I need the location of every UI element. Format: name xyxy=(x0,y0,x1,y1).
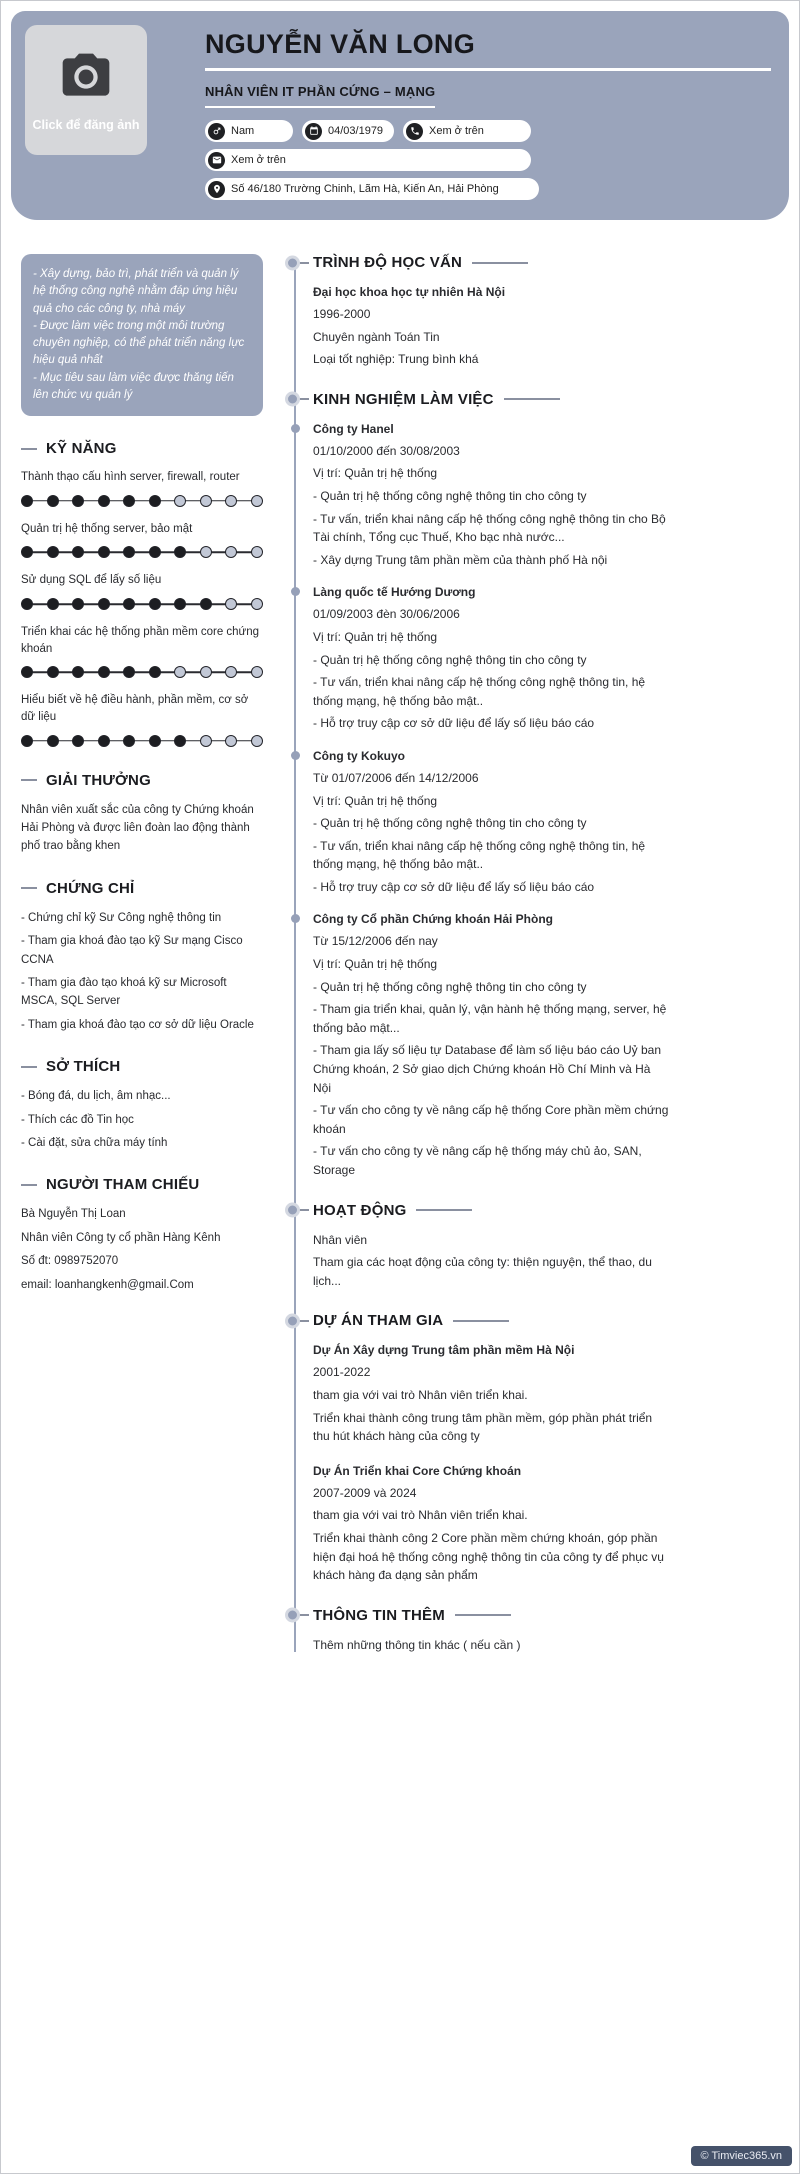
hobby-item: - Bóng đá, du lịch, âm nhạc... xyxy=(21,1090,171,1103)
skill-dot xyxy=(149,546,161,558)
skill-dot xyxy=(200,495,212,507)
project-role: tham gia với vai trò Nhân viên triển khai. xyxy=(313,1508,528,1523)
project-name: Dự Án Xây dựng Trung tâm phần mềm Hà Nội xyxy=(313,1343,575,1358)
activity-line: Tham gia các hoạt động của công ty: thiện nguyện, thể thao, du lịch... xyxy=(313,1255,652,1288)
reference-line: Nhân viên Công ty cổ phần Hàng Kênh xyxy=(21,1231,221,1244)
skill-dot xyxy=(225,598,237,610)
address-field xyxy=(205,178,539,200)
timeline-circle xyxy=(285,1608,300,1623)
watermark-link[interactable]: © Timviec365.vn xyxy=(691,2146,792,2166)
company-name: Công ty Hanel xyxy=(313,421,394,436)
left-column xyxy=(21,254,263,1299)
skill-dot xyxy=(251,666,263,678)
skill-dot xyxy=(200,598,212,610)
section-experience xyxy=(313,391,669,1180)
project-role: tham gia với vai trò Nhân viên triển khai. xyxy=(313,1387,528,1402)
job-entry xyxy=(313,910,669,1179)
objective-line: - Mục tiêu sau làm việc được thăng tiến lên chức vụ quản lý xyxy=(33,371,234,401)
objective-line: - Xây dựng, bảo trì, phát triển và quản lý hệ thống công nghệ nhằm đáp ứng hiệu quả cho các công ty, nhà máy xyxy=(33,268,239,315)
photo-upload-area[interactable] xyxy=(25,25,147,155)
section-heading-text: KINH NGHIỆM LÀM VIỆC xyxy=(313,390,494,408)
job-period: Từ 01/07/2006 đến 14/12/2006 xyxy=(313,770,479,785)
job-period: Từ 15/12/2006 đến nay xyxy=(313,934,438,949)
skill-dot xyxy=(225,546,237,558)
skill-rating xyxy=(21,494,263,508)
job-bullet: - Tư vấn cho công ty về nâng cấp hệ thống máy chủ ảo, SAN, Storage xyxy=(313,1144,642,1177)
skill-label: Quản trị hệ thống server, bảo mật xyxy=(21,522,193,535)
skill-dot xyxy=(123,546,135,558)
timeline-bullet xyxy=(291,751,300,760)
project-entry xyxy=(313,1462,669,1585)
certificate-item: - Tham gia khoá đào tạo cơ sở dữ liệu Oracle xyxy=(21,1018,254,1031)
skill-item xyxy=(21,521,263,560)
skill-item xyxy=(21,469,263,508)
timeline-circle xyxy=(285,255,300,270)
job-bullet: - Hỗ trợ truy cập cơ sở dữ liệu để lấy số liệu báo cáo xyxy=(313,879,595,894)
timeline-circle xyxy=(285,1203,300,1218)
skill-dot xyxy=(21,666,33,678)
skill-dot xyxy=(98,598,110,610)
section-heading-skills: KỸ NĂNG xyxy=(21,440,263,457)
section-heading-text: DỰ ÁN THAM GIA xyxy=(313,1312,444,1330)
phone-field xyxy=(403,120,531,142)
section-heading-text: THÔNG TIN THÊM xyxy=(313,1606,445,1624)
candidate-name: NGUYỄN VĂN LONG xyxy=(205,29,476,59)
skill-item xyxy=(21,572,263,611)
camera-icon xyxy=(58,49,114,110)
skill-dot xyxy=(47,546,59,558)
cv-body xyxy=(1,220,799,1676)
skill-dot xyxy=(72,666,84,678)
education-period: 1996-2000 xyxy=(313,307,371,321)
job-bullet: - Tư vấn, triển khai nâng cấp hệ thống công nghệ thông tin, hệ thống mạng, hệ thống bảo mật.. xyxy=(313,675,646,708)
skill-dot xyxy=(149,598,161,610)
skill-dot xyxy=(47,598,59,610)
job-bullet: - Tư vấn cho công ty về nâng cấp hệ thống Core phần mềm chứng khoán xyxy=(313,1103,669,1136)
email-value: Xem ở trên xyxy=(231,154,286,166)
skill-dot xyxy=(47,666,59,678)
skill-dot xyxy=(225,735,237,747)
job-bullet: - Xây dựng Trung tâm phần mềm của thành phố Hà nội xyxy=(313,552,608,567)
contact-row xyxy=(205,149,771,171)
timeline-circle xyxy=(285,392,300,407)
skill-label: Sử dụng SQL để lấy số liệu xyxy=(21,574,162,587)
skill-dot xyxy=(21,598,33,610)
gender-field xyxy=(205,120,293,142)
section-heading-experience xyxy=(313,391,669,408)
skill-dot xyxy=(21,495,33,507)
skill-dot xyxy=(98,666,110,678)
right-column xyxy=(287,254,669,1676)
job-position: Vị trí: Quản trị hệ thống xyxy=(313,466,438,481)
career-objective-box xyxy=(21,254,263,416)
skill-dot xyxy=(72,495,84,507)
school-name: Đại học khoa học tự nhiên Hà Nội xyxy=(313,285,506,299)
skill-dot xyxy=(200,546,212,558)
email-field xyxy=(205,149,531,171)
birthdate-value: 04/03/1979 xyxy=(328,125,384,137)
extra-info-text: Thêm những thông tin khác ( nếu cần ) xyxy=(313,1637,521,1652)
male-icon xyxy=(208,123,225,140)
skill-dot xyxy=(98,495,110,507)
phone-icon xyxy=(406,123,423,140)
timeline-bullet xyxy=(291,587,300,596)
section-extra-info xyxy=(313,1607,669,1655)
education-grade: Loại tốt nghiệp: Trung bình khá xyxy=(313,352,479,367)
name-underline xyxy=(205,68,771,71)
timeline-bullet xyxy=(291,914,300,923)
project-period: 2007-2009 và 2024 xyxy=(313,1485,417,1500)
job-bullet: - Tham gia triển khai, quản lý, vận hành hệ thống mạng, server, hệ thống bảo mật... xyxy=(313,1002,667,1035)
skill-item xyxy=(21,624,263,679)
job-entry xyxy=(313,747,669,897)
skill-item xyxy=(21,692,263,747)
skill-dot xyxy=(21,546,33,558)
timeline-line xyxy=(294,264,296,1652)
hobby-item: - Thích các đồ Tin học xyxy=(21,1113,134,1126)
location-pin-icon xyxy=(208,181,225,198)
job-position: Vị trí: Quản trị hệ thống xyxy=(313,793,438,808)
job-entry xyxy=(313,583,669,733)
skill-label: Thành thạo cấu hình server, firewall, router xyxy=(21,471,240,483)
certificate-item: - Chứng chỉ kỹ Sư Công nghệ thông tin xyxy=(21,911,222,924)
section-heading-extra-info xyxy=(313,1607,669,1624)
birthdate-field xyxy=(302,120,394,142)
section-heading-projects xyxy=(313,1312,669,1329)
job-bullet: - Quản trị hệ thống công nghệ thông tin cho công ty xyxy=(313,979,587,994)
job-position: Vị trí: Quản trị hệ thống xyxy=(313,629,438,644)
skill-dot xyxy=(200,666,212,678)
skill-dot xyxy=(98,735,110,747)
skill-dot xyxy=(123,495,135,507)
job-bullet: - Tư vấn, triển khai nâng cấp hệ thống công nghệ thông tin cho Bộ Tài chính, Tổng cục Thuế, Kho bạc nhà nước... xyxy=(313,511,666,545)
job-bullet: - Quản trị hệ thống công nghệ thông tin cho công ty xyxy=(313,816,587,831)
skill-rating xyxy=(21,545,263,559)
contact-row xyxy=(205,120,771,142)
skill-dot xyxy=(72,598,84,610)
company-name: Công ty Cổ phần Chứng khoán Hải Phòng xyxy=(313,912,554,927)
job-period: 01/10/2000 đến 30/08/2003 xyxy=(313,443,460,458)
skill-dot xyxy=(251,546,263,558)
skill-dot xyxy=(200,735,212,747)
objective-line: - Được làm việc trong một môi trường chuyên nghiệp, có thể phát triển năng lực hiệu quả nhất xyxy=(33,319,245,367)
skill-dot xyxy=(174,598,186,610)
contact-fields xyxy=(205,120,771,200)
skill-dot xyxy=(72,546,84,558)
skill-dot xyxy=(225,666,237,678)
skill-dot xyxy=(98,546,110,558)
skill-dot xyxy=(225,495,237,507)
skill-dot xyxy=(149,495,161,507)
skill-dot xyxy=(174,495,186,507)
certificate-item: - Tham gia đào tạo khoá kỹ sư Microsoft MSCA, SQL Server xyxy=(21,977,227,1008)
photo-upload-label: Click để đăng ảnh xyxy=(32,117,140,132)
skill-rating xyxy=(21,665,263,679)
section-heading-certificates: CHỨNG CHỈ xyxy=(21,880,263,897)
skill-dot xyxy=(123,598,135,610)
reference-line: email: loanhangkenh@gmail.Com xyxy=(21,1278,194,1291)
job-bullet: - Quản trị hệ thống công nghệ thông tin cho công ty xyxy=(313,488,587,503)
mail-icon xyxy=(208,152,225,169)
skill-dot xyxy=(123,735,135,747)
project-entry xyxy=(313,1341,669,1445)
skill-dot xyxy=(149,735,161,747)
section-heading-text: TRÌNH ĐỘ HỌC VẤN xyxy=(313,254,463,271)
reference-line: Bà Nguyễn Thị Loan xyxy=(21,1208,126,1221)
timeline-circle xyxy=(285,1313,300,1328)
education-major: Chuyên ngành Toán Tin xyxy=(313,329,440,344)
section-heading-reference: NGƯỜI THAM CHIẾU xyxy=(21,1176,263,1193)
skill-dot xyxy=(251,495,263,507)
header-main xyxy=(147,25,771,200)
skill-dot xyxy=(174,666,186,678)
skill-rating xyxy=(21,597,263,611)
skill-dot xyxy=(174,735,186,747)
skill-dot xyxy=(72,735,84,747)
calendar-icon xyxy=(305,123,322,140)
job-title: NHÂN VIÊN IT PHẦN CỨNG – MẠNG xyxy=(205,84,435,108)
activity-line: Nhân viên xyxy=(313,1232,368,1247)
project-result: Triển khai thành công trung tâm phần mềm, góp phần phát triển thu hút khách hàng của công ty xyxy=(313,1410,653,1444)
skill-dot xyxy=(251,598,263,610)
section-education xyxy=(313,254,669,369)
skill-dot xyxy=(47,495,59,507)
section-heading-hobbies: SỞ THÍCH xyxy=(21,1058,263,1075)
job-entry xyxy=(313,420,669,570)
section-activities xyxy=(313,1202,669,1291)
company-name: Làng quốc tế Hướng Dương xyxy=(313,585,476,600)
award-text: Nhân viên xuất sắc của công ty Chứng khoán Hải Phòng và được liên đoàn lao động thành phố trao bằng khen xyxy=(21,803,254,853)
project-name: Dự Án Triển khai Core Chứng khoán xyxy=(313,1463,522,1478)
section-heading-text: HOẠT ĐỘNG xyxy=(313,1201,407,1219)
skill-dot xyxy=(123,666,135,678)
address-value: Số 46/180 Trường Chinh, Lãm Hà, Kiến An, Hải Phòng xyxy=(231,183,499,195)
phone-value: Xem ở trên xyxy=(429,125,484,137)
project-result: Triển khai thành công 2 Core phần mềm chứng khoán, góp phần hiện đại hoá hệ thống công nghệ thông tin của công ty để phục vụ khách hàng đa dạng sản phẩm xyxy=(313,1530,664,1583)
hobby-item: - Cài đặt, sửa chữa máy tính xyxy=(21,1137,168,1149)
skills-list xyxy=(21,469,263,748)
certificate-item: - Tham gia khoá đào tạo kỹ Sư mạng Cisco CCNA xyxy=(21,935,243,966)
job-bullet: - Hỗ trợ truy cập cơ sở dữ liệu để lấy số liệu báo cáo xyxy=(313,716,595,731)
skill-label: Hiểu biết về hệ điều hành, phần mềm, cơ sở dữ liệu xyxy=(21,694,249,724)
job-period: 01/09/2003 đèn 30/06/2006 xyxy=(313,607,460,622)
job-position: Vị trí: Quản trị hệ thống xyxy=(313,957,438,972)
skill-dot xyxy=(21,735,33,747)
job-bullet: - Quản trị hệ thống công nghệ thông tin cho công ty xyxy=(313,652,587,667)
reference-line: Số đt: 0989752070 xyxy=(21,1255,119,1268)
skill-rating xyxy=(21,734,263,748)
gender-value: Nam xyxy=(231,125,255,137)
section-heading-activities xyxy=(313,1202,669,1219)
job-bullet: - Tư vấn, triển khai nâng cấp hệ thống công nghệ thông tin, hệ thống mạng, hệ thống bảo mật.. xyxy=(313,838,646,872)
skill-label: Triển khai các hệ thống phần mềm core chứng khoán xyxy=(21,626,260,655)
section-heading-awards: GIẢI THƯỞNG xyxy=(21,772,263,789)
skill-dot xyxy=(251,735,263,747)
skill-dot xyxy=(149,666,161,678)
timeline-bullet xyxy=(291,424,300,433)
skill-dot xyxy=(47,735,59,747)
job-bullet: - Tham gia lấy số liệu tự Database để làm số liệu báo cáo Uỷ ban Chứng khoán, 2 Sở giao dịch Chứng khoán Hồ Chí Minh và Hà Nội xyxy=(313,1043,661,1095)
contact-row xyxy=(205,178,771,200)
section-projects xyxy=(313,1312,669,1584)
company-name: Công ty Kokuyo xyxy=(313,748,405,763)
skill-dot xyxy=(174,546,186,558)
section-heading-education xyxy=(313,254,669,271)
project-period: 2001-2022 xyxy=(313,1365,371,1380)
cv-header xyxy=(11,11,789,220)
